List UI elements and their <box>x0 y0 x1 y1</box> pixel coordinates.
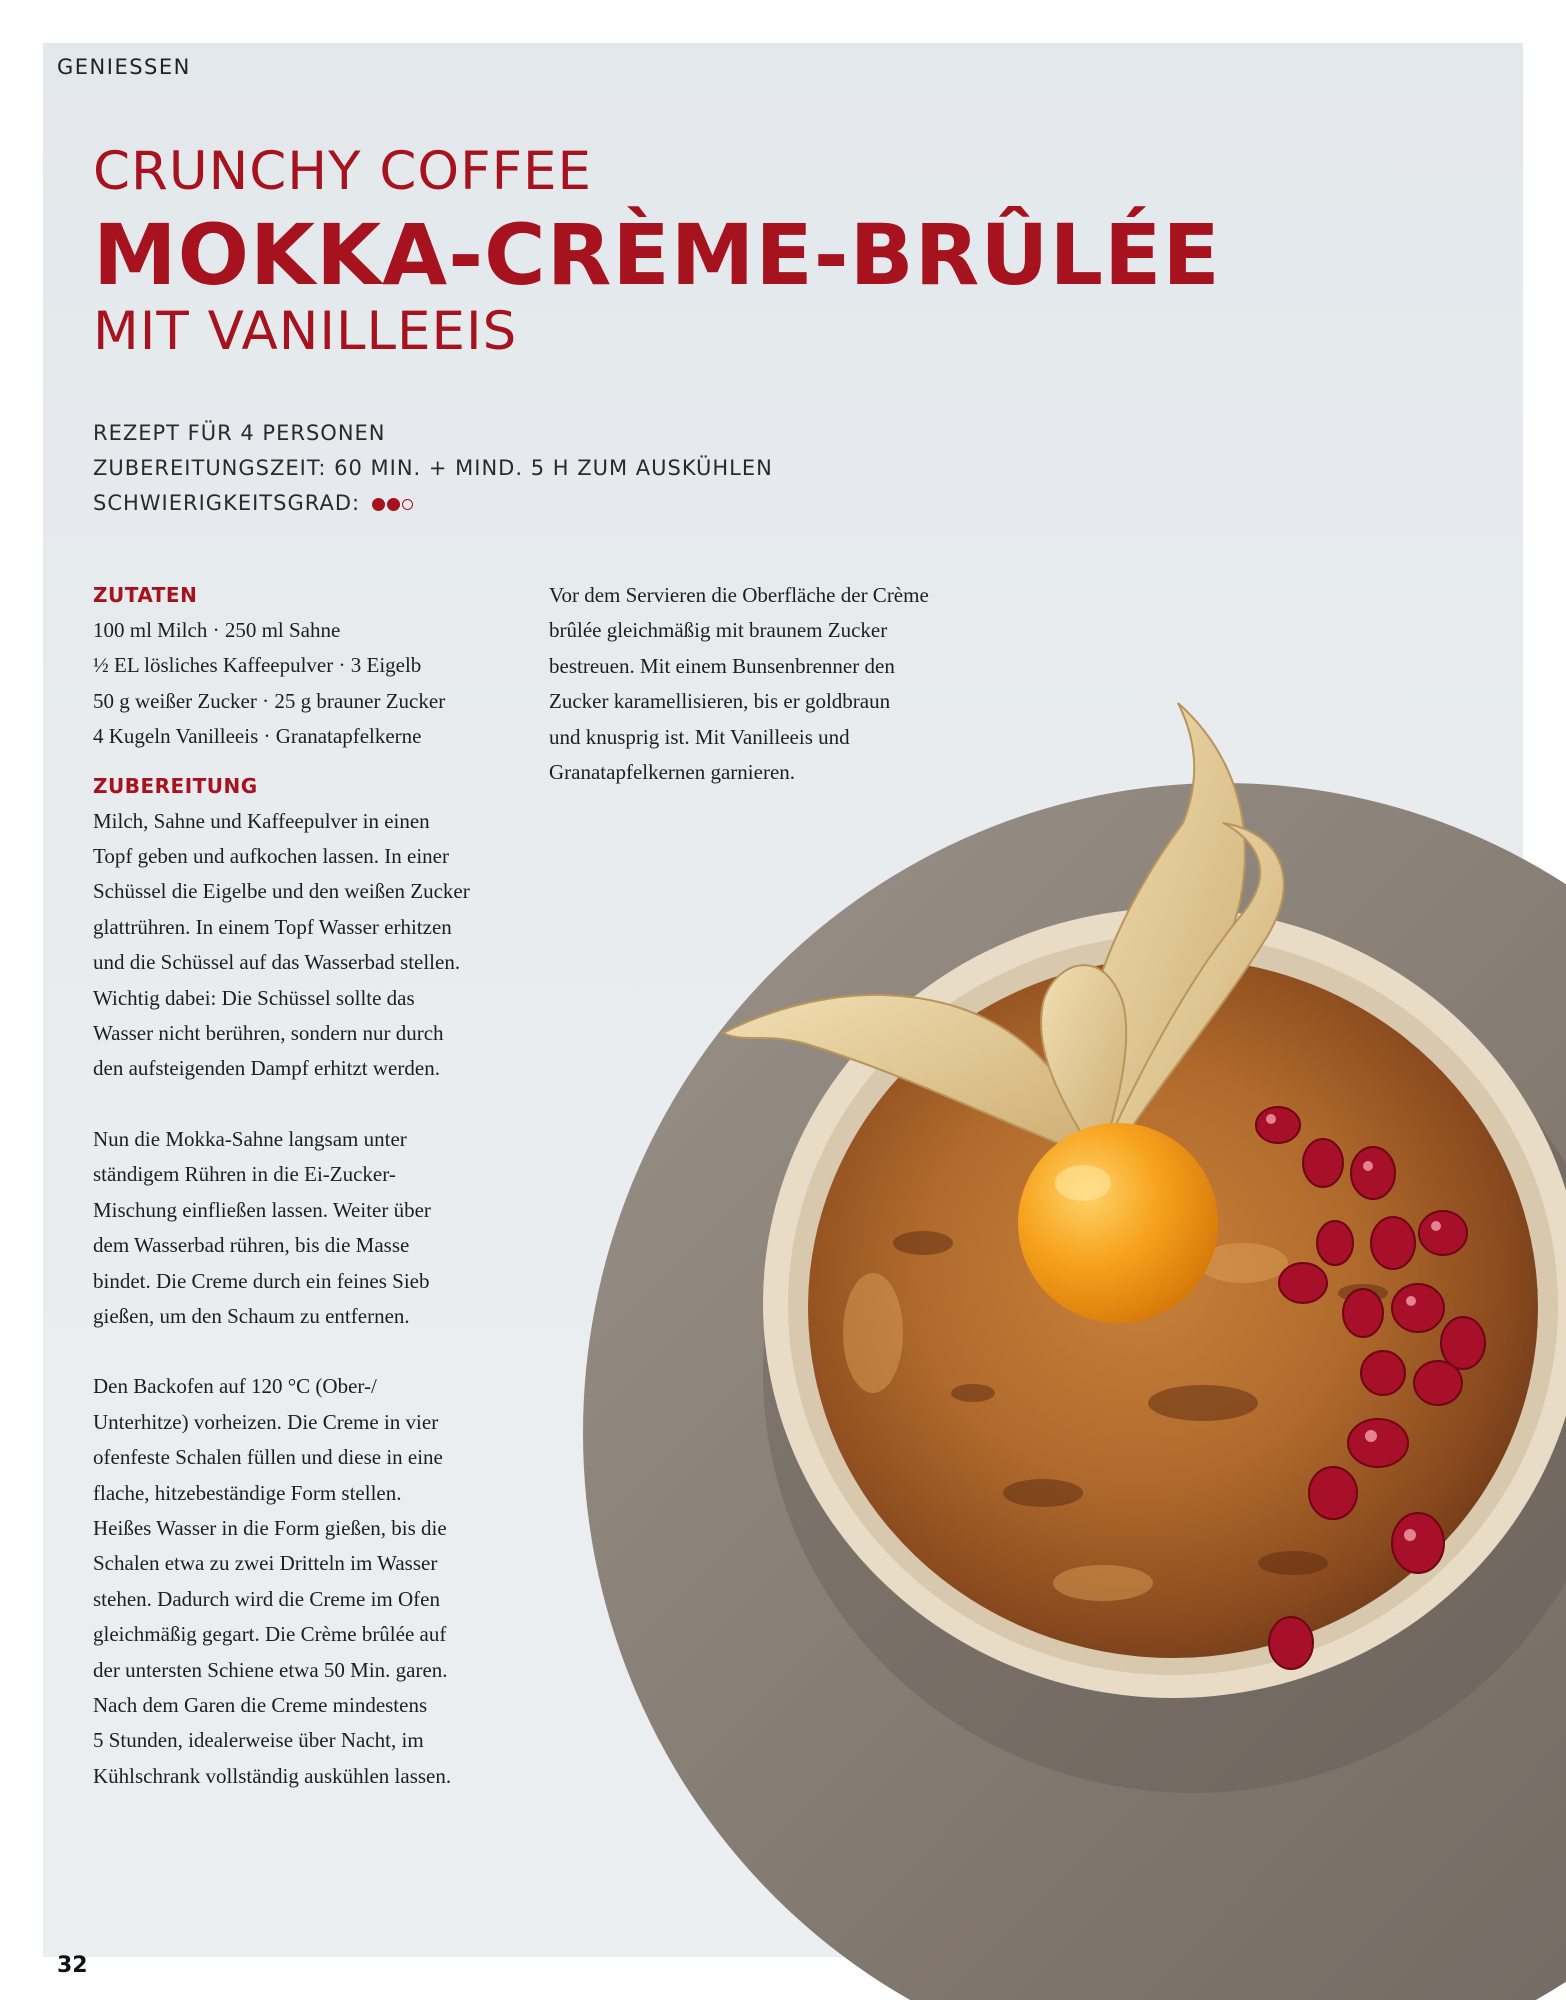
difficulty-label: SCHWIERIGKEITSGRAD: <box>93 491 361 515</box>
ingredient-line: ½ EL lösliches Kaffeepulver · 3 Eigelb <box>93 653 422 678</box>
text-line: Den Backofen auf 120 °C (Ober-/ <box>93 1374 377 1399</box>
text-line: bestreuen. Mit einem Bunsenbrenner den <box>549 653 895 678</box>
text-line: Granatapfelkernen garnieren. <box>549 760 796 785</box>
preparation-heading: ZUBEREITUNG <box>93 773 258 798</box>
text-line: bindet. Die Creme durch ein feines Sieb <box>93 1268 430 1293</box>
text-line: Nach dem Garen die Creme mindestens <box>93 1692 428 1717</box>
right-column <box>549 578 989 825</box>
preparation-paragraph-2 <box>93 1122 523 1334</box>
ingredients-heading: ZUTATEN <box>93 583 198 607</box>
prep-time: ZUBEREITUNGSZEIT: 60 MIN. + MIND. 5 H ZUM AUSKÜHLEN <box>93 456 773 480</box>
left-column <box>93 578 523 1829</box>
title-post: MIT VANILLEEIS <box>93 301 518 362</box>
text-line: Vor dem Servieren die Oberfläche der Crème <box>549 583 929 607</box>
page-number: 32 <box>57 1953 88 1978</box>
text-line: der untersten Schiene etwa 50 Min. garen. <box>93 1657 448 1682</box>
text-line: flache, hitzebeständige Form stellen. <box>93 1480 402 1505</box>
difficulty-dots <box>372 487 415 522</box>
text-line: und die Schüssel auf das Wasserbad stellen. <box>93 950 461 975</box>
physalis-fruit <box>1018 1123 1218 1323</box>
recipe-meta <box>93 416 773 522</box>
text-line: brûlée gleichmäßig mit braunem Zucker <box>549 618 888 643</box>
preparation-paragraph-3 <box>93 1369 523 1794</box>
preparation-paragraph-1 <box>93 804 523 1087</box>
text-line: Kühlschrank vollständig auskühlen lassen. <box>93 1763 452 1788</box>
text-line: ständigem Rühren in die Ei-Zucker- <box>93 1162 396 1187</box>
serving-paragraph <box>549 578 989 790</box>
text-line: stehen. Dadurch wird die Creme im Ofen <box>93 1586 440 1611</box>
text-line: Heißes Wasser in die Form gießen, bis die <box>93 1515 447 1540</box>
text-line: ofenfeste Schalen füllen und diese in eine <box>93 1445 443 1470</box>
section-tag: GENIESSEN <box>57 55 191 79</box>
text-line: Milch, Sahne und Kaffeepulver in einen <box>93 808 430 833</box>
ingredient-line: 50 g weißer Zucker · 25 g brauner Zucker <box>93 688 446 713</box>
difficulty-dot-empty <box>402 499 413 510</box>
text-line: den aufsteigenden Dampf erhitzt werden. <box>93 1056 440 1081</box>
servings: REZEPT FÜR 4 PERSONEN <box>93 421 386 445</box>
text-line: Mischung einfließen lassen. Weiter über <box>93 1197 431 1222</box>
text-line: Schalen etwa zu zwei Dritteln im Wasser <box>93 1551 438 1576</box>
ingredient-line: 4 Kugeln Vanilleeis · Granatapfelkerne <box>93 724 422 749</box>
text-line: Unterhitze) vorheizen. Die Creme in vier <box>93 1409 439 1434</box>
text-line: 5 Stunden, idealerweise über Nacht, im <box>93 1728 424 1753</box>
ingredient-line: 100 ml Milch · 250 ml Sahne <box>93 618 341 642</box>
text-line: Zucker karamellisieren, bis er goldbraun <box>549 689 891 714</box>
difficulty-dot-filled <box>387 498 400 511</box>
text-line: und knusprig ist. Mit Vanilleeis und <box>549 724 850 749</box>
text-line: dem Wasserbad rühren, bis die Masse <box>93 1233 410 1258</box>
text-line: Wichtig dabei: Die Schüssel sollte das <box>93 985 415 1010</box>
text-line: Wasser nicht berühren, sondern nur durch <box>93 1021 444 1046</box>
difficulty <box>93 486 773 522</box>
recipe-title <box>93 141 1221 363</box>
ingredients-list <box>93 613 523 755</box>
text-line: Schüssel die Eigelbe und den weißen Zucker <box>93 879 470 904</box>
title-main: MOKKA-CRÈME-BRÛLÉE <box>93 206 1221 304</box>
text-line: glattrühren. In einem Topf Wasser erhitzen <box>93 914 452 939</box>
title-pre: CRUNCHY COFFEE <box>93 141 593 202</box>
text-line: Nun die Mokka-Sahne langsam unter <box>93 1126 407 1151</box>
text-line: gleichmäßig gegart. Die Crème brûlée auf <box>93 1622 447 1647</box>
difficulty-dot-filled <box>372 498 385 511</box>
text-line: gießen, um den Schaum zu entfernen. <box>93 1303 410 1328</box>
text-line: Topf geben und aufkochen lassen. In einer <box>93 844 449 869</box>
magazine-page <box>43 43 1523 1978</box>
